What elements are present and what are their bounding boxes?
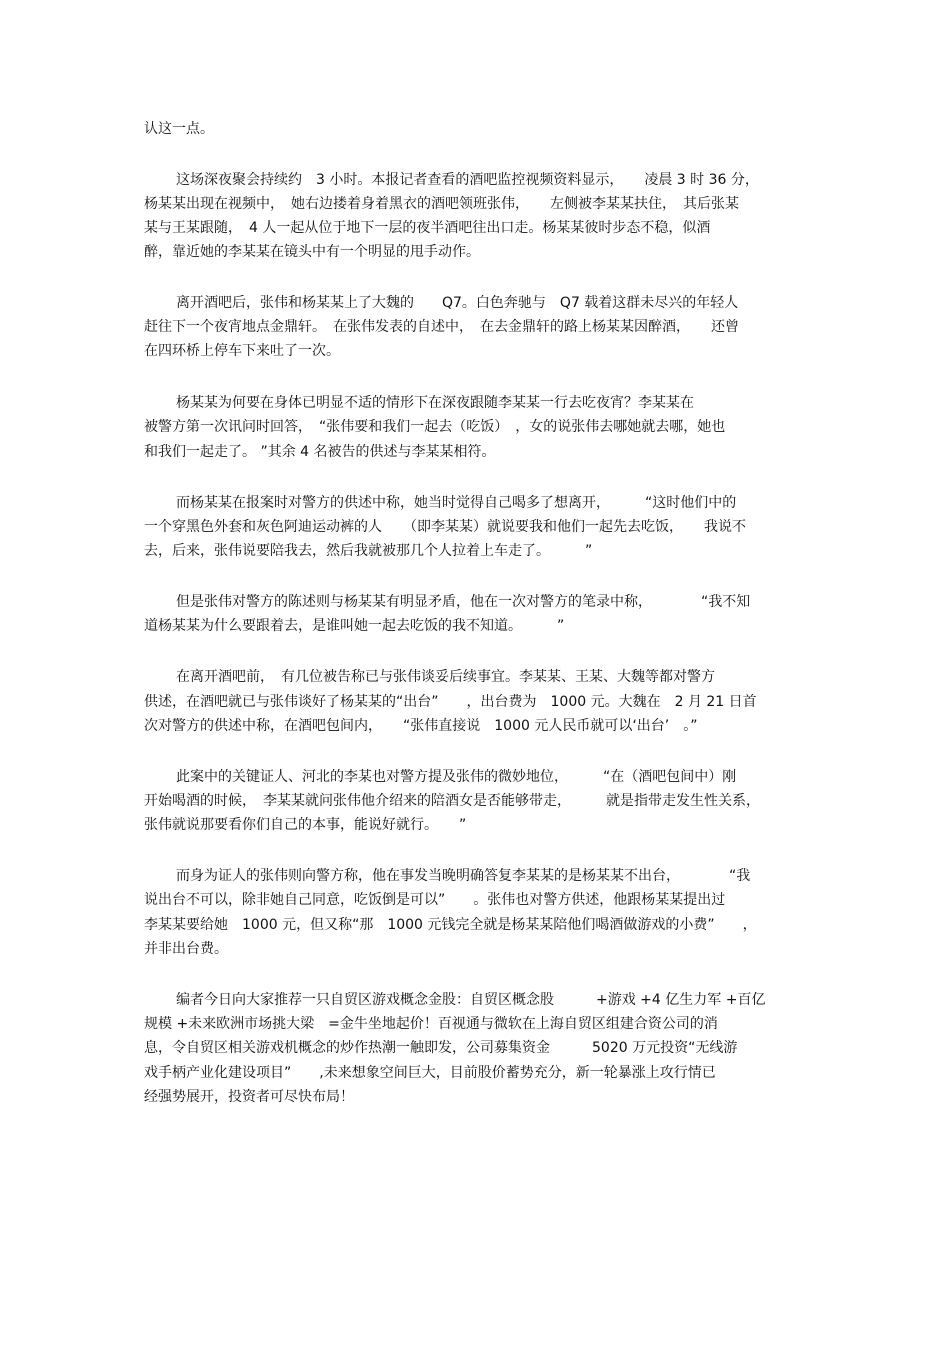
text-line: 戏手柄产业化建设项目” ,未来想象空间巨大，目前股价蓄势充分，新一轮暴涨上攻行情已	[144, 1065, 716, 1081]
text-line: 被警方第一次讯问时回答， “张伟要和我们一起去（吃饭） ，女的说张伟去哪她就去哪，她也	[144, 419, 726, 435]
text-line: 一个穿黑色外套和灰色阿迪运动裤的人 （即李某某）就说要我和他们一起先去吃饭， 我说不	[144, 519, 746, 535]
text-line: 在四环桥上停车下来吐了一次。	[144, 343, 340, 359]
text-line: 和我们一起走了。 ”其余 4 名被告的供述与李某某相符。	[144, 444, 496, 460]
paragraph-first-line: 而身为证人的张伟则向警方称，他在事发当晚明确答复李某某的是杨某某不出台， “我	[176, 868, 751, 884]
paragraph-first-line: 而杨某某在报案时对警方的供述中称，她当时觉得自己喝多了想离开， “这时他们中的	[176, 495, 737, 511]
text-line: 规模 +未来欧洲市场挑大梁 =金牛坐地起价！百视通与微软在上海自贸区组建合资公司的消	[144, 1016, 718, 1032]
paragraph-first-line: 在离开酒吧前， 有几位被告称已与张伟谈妥后续事宜。李某某、王某、大魏等都对警方	[176, 669, 715, 685]
text-line: 道杨某某为什么要跟着去，是谁叫她一起去吃饭的我不知道。 ”	[144, 618, 565, 634]
paragraph-first-line: 编者今日向大家推荐一只自贸区游戏概念金股：自贸区概念股 +游戏 +4 亿生力军 +百亿	[176, 992, 766, 1008]
paragraph-first-line: 杨某某为何要在身体已明显不适的情形下在深夜跟随李某某一行去吃夜宵？李某某在	[176, 395, 694, 411]
text-line: 杨某某出现在视频中， 她右边搂着身着黑衣的酒吧领班张伟， 左侧被李某某扶住， 其后张某	[144, 196, 739, 212]
paragraph-first-line: 此案中的关键证人、河北的李某也对警方提及张伟的微妙地位， “在（酒吧包间中）刚	[176, 769, 737, 785]
text-line: 供述，在酒吧就已与张伟谈好了杨某某的“出台” ，出台费为 1000 元。大魏在 2 月 21 日首	[144, 694, 757, 710]
paragraph-first-line: 但是张伟对警方的陈述则与杨某某有明显矛盾，他在一次对警方的笔录中称， “我不知	[176, 594, 751, 610]
text-line: 醉，靠近她的李某某在镜头中有一个明显的甩手动作。	[144, 244, 480, 260]
text-line: 经强势展开，投资者可尽快布局！	[144, 1089, 354, 1105]
text-line: 某与王某跟随， 4 人一起从位于地下一层的夜半酒吧往出口走。杨某某彼时步态不稳，似酒	[144, 220, 711, 236]
text-line: 开始喝酒的时候， 李某某就问张伟他介绍来的陪酒女是否能够带走， 就是指带走发生性关系，	[144, 793, 760, 809]
text-line: 并非出台费。	[144, 941, 228, 957]
text-line: 息，令自贸区相关游戏机概念的炒作热潮一触即发，公司募集资金 5020 万元投资“无线游	[144, 1040, 738, 1056]
text-line: 张伟就说那要看你们自己的本事，能说好就行。 ”	[144, 817, 467, 833]
paragraph-first-line: 这场深夜聚会持续约 3 小时。本报记者查看的酒吧监控视频资料显示， 凌晨 3 时 36 分，	[176, 172, 759, 188]
text-line: 李某某要给她 1000 元，但又称“那 1000 元钱完全就是杨某某陪他们喝酒做游戏的小费” ，	[144, 917, 757, 933]
text-line: 去，后来，张伟说要陪我去，然后我就被那几个人拉着上车走了。 ”	[144, 543, 593, 559]
text-line: 次对警方的供述中称，在酒吧包间内， “张伟直接说 1000 元人民币就可以‘出台’ 。”	[144, 718, 698, 734]
text-line: 认这一点。	[144, 121, 214, 137]
text-line: 说出台不可以，除非她自己同意，吃饭倒是可以” 。张伟也对警方供述，他跟杨某某提出过	[144, 892, 726, 908]
paragraph-first-line: 离开酒吧后，张伟和杨某某上了大魏的 Q7。白色奔驰与 Q7 载着这群未尽兴的年轻人	[176, 295, 739, 311]
text-line: 赶往下一个夜宵地点金鼎轩。 在张伟发表的自述中， 在去金鼎轩的路上杨某某因醉酒， 还曾	[144, 319, 739, 335]
